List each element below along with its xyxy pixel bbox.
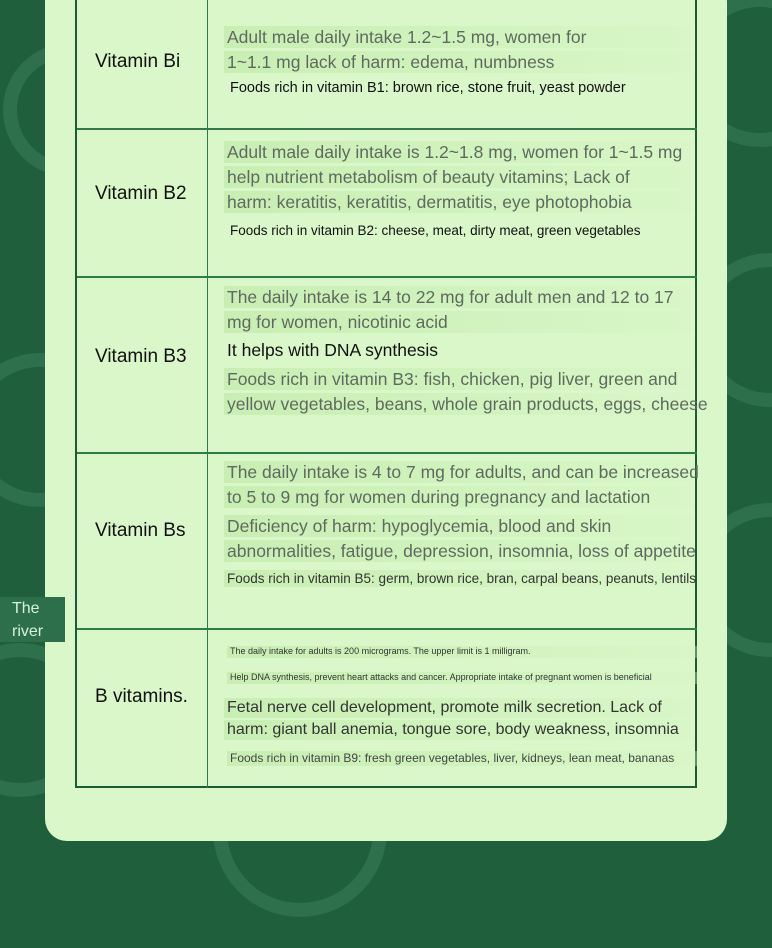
- food-line: Foods rich in vitamin B9: fresh green vegetables, liver, kidneys, lean meat, bananas: [227, 751, 697, 766]
- info-line: The daily intake is 4 to 7 mg for adults, and can be increased: [224, 461, 694, 483]
- vitamin-name: Vitamin B2: [95, 183, 187, 204]
- info-line: harm: keratitis, keratitis, dermatitis, eye photophobia: [224, 191, 694, 213]
- info-line: Help DNA synthesis, prevent heart attacks and cancer. Appropriate intake of pregnant women is beneficial: [227, 672, 697, 684]
- food-line: Foods rich in vitamin B5: germ, brown rice, bran, carpal beans, peanuts, lentils: [224, 570, 694, 587]
- side-tag-label: The river: [12, 600, 44, 640]
- food-line: Foods rich in vitamin B3: fish, chicken, pig liver, green and: [224, 368, 694, 390]
- vitamin-name: Vitamin Bs: [95, 520, 186, 541]
- column-divider: [207, 130, 208, 276]
- info-line: The daily intake for adults is 200 micrograms. The upper limit is 1 milligram.: [227, 646, 697, 658]
- info-line: mg for women, nicotinic acid: [224, 311, 694, 333]
- side-tag: [0, 597, 65, 642]
- info-line: Adult male daily intake is 1.2~1.8 mg, women for 1~1.5 mg: [224, 141, 694, 163]
- food-line: Foods rich in vitamin B1: brown rice, stone fruit, yeast powder: [230, 80, 626, 96]
- info-line: It helps with DNA synthesis: [227, 340, 439, 360]
- table-row: [77, 278, 708, 454]
- table-row: [77, 130, 697, 278]
- column-divider: [207, 0, 208, 128]
- table-row: [77, 454, 697, 630]
- info-line: Deficiency of harm: hypoglycemia, blood and skin: [224, 515, 694, 537]
- food-line: yellow vegetables, beans, whole grain products, eggs, cheese: [224, 393, 694, 415]
- column-divider: [207, 454, 208, 628]
- table-row: [77, 630, 697, 788]
- info-line: abnormalities, fatigue, depression, insomnia, loss of appetite: [224, 540, 694, 562]
- info-line: help nutrient metabolism of beauty vitamins; Lack of: [224, 166, 694, 188]
- vitamin-name: B vitamins.: [95, 686, 188, 707]
- column-divider: [207, 630, 208, 788]
- info-line: 1~1.1 mg lack of harm: edema, numbness: [224, 51, 694, 73]
- info-line: Fetal nerve cell development, promote milk secretion. Lack of: [224, 698, 694, 718]
- info-line: Adult male daily intake 1.2~1.5 mg, women for: [224, 26, 694, 48]
- table-row: [77, 0, 697, 130]
- info-line: The daily intake is 14 to 22 mg for adult men and 12 to 17: [224, 286, 694, 308]
- food-line: Foods rich in vitamin B2: cheese, meat, dirty meat, green vegetables: [230, 223, 641, 238]
- info-line: harm: giant ball anemia, tongue sore, body weakness, insomnia: [224, 720, 694, 740]
- info-line: to 5 to 9 mg for women during pregnancy and lactation: [224, 486, 694, 508]
- column-divider: [207, 278, 208, 452]
- vitamin-table: [75, 0, 708, 788]
- vitamin-name: Vitamin B3: [95, 346, 187, 367]
- vitamin-name: Vitamin Bi: [95, 51, 181, 72]
